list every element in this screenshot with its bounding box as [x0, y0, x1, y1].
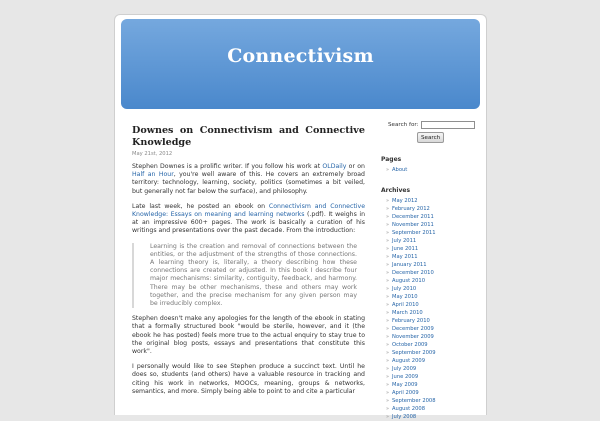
archive-link[interactable]: August 2009: [392, 358, 426, 364]
archive-link[interactable]: July 2011: [392, 238, 417, 244]
blog-title-link[interactable]: Connectivism: [227, 45, 374, 67]
archive-link[interactable]: November 2009: [392, 334, 434, 340]
paragraph-2-text-a: Late last week, he posted an ebook on: [132, 202, 269, 210]
paragraph-1-text-c: , you're well aware of this. He covers an extremely broad territory: technology, learning, society, politics (sometimes a bit veiled, but generally not far below the surface), and philosophy.: [132, 171, 365, 195]
list-item: [387, 365, 477, 373]
list-item: [387, 413, 477, 421]
page-link-about[interactable]: About: [392, 167, 408, 173]
archive-link[interactable]: March 2010: [392, 310, 423, 316]
archive-link[interactable]: August 2008: [392, 406, 426, 412]
paragraph-1: [132, 163, 365, 196]
search-label: Search for:: [388, 122, 419, 128]
list-item: [387, 229, 477, 237]
archive-link[interactable]: September 2008: [392, 398, 436, 404]
archive-link[interactable]: January 2011: [392, 262, 427, 268]
list-item: [387, 261, 477, 269]
archive-link[interactable]: July 2008: [392, 414, 417, 420]
search-form: [381, 121, 477, 129]
list-item: [387, 373, 477, 381]
paragraph-4: I personally would like to see Stephen produce a succinct text. Until he does so, students (and others) have a valuable resource in tracking and citing his work in networks, MOOCs, meaning, groups & networks, semantics, and more. Simply being able to point to and cite a particular: [132, 363, 365, 395]
archive-link[interactable]: December 2009: [392, 326, 434, 332]
search-button[interactable]: Search: [417, 132, 444, 143]
post-date: May 21st, 2012: [132, 151, 173, 157]
list-item: [387, 269, 477, 277]
oldaily-link[interactable]: OLDaily: [322, 163, 347, 170]
archive-link[interactable]: February 2012: [392, 206, 430, 212]
list-item: [387, 381, 477, 389]
post-title[interactable]: Downes on Connectivism and Connective Knowledge: [132, 125, 365, 148]
list-item: [387, 205, 477, 213]
list-item: [387, 301, 477, 309]
paragraph-2-text-b: (.pdf). It weighs in at an impressive 600+ pages. The work is basically a curation of his writings and presentations over the past decade. From the introduction:: [132, 211, 365, 235]
list-item: [387, 333, 477, 341]
list-item: [387, 317, 477, 325]
archive-link[interactable]: February 2010: [392, 318, 430, 324]
archive-link[interactable]: December 2011: [392, 214, 434, 220]
ebook-link[interactable]: Connectivism and Connective Knowledge: Essays on meaning and learning networks: [132, 202, 365, 219]
pages-list: [381, 166, 477, 174]
half-an-hour-link[interactable]: Half an Hour: [132, 171, 174, 179]
list-item: [387, 293, 477, 301]
main-content: [132, 125, 365, 403]
list-item: [387, 397, 477, 405]
list-item: [387, 405, 477, 413]
paragraph-1-text-a: Stephen Downes is a prolific writer. If you follow his work at: [132, 163, 323, 170]
archive-link[interactable]: May 2011: [392, 254, 418, 260]
archive-link[interactable]: October 2009: [392, 342, 428, 348]
list-item: [387, 285, 477, 293]
list-item: [387, 166, 477, 174]
archive-link[interactable]: May 2010: [392, 294, 418, 300]
archive-link[interactable]: June 2009: [392, 374, 419, 380]
list-item: [387, 357, 477, 365]
quote-text: Learning is the creation and removal of connections between the entities, or the adjustment of the strengths of those connections. A learning theory is, literally, a theory describing how these connections are created or adjusted. In this book I describe four major mechanisms: similarity, contiguity, feedback, and harmony. There may be other mechanisms, these and others may work together, and the precise mechanism for any given person may be irreducibly complex.: [150, 242, 357, 308]
archive-link[interactable]: April 2010: [392, 302, 419, 308]
archive-link[interactable]: June 2011: [392, 246, 419, 252]
paragraph-3: Stephen doesn't make any apologies for the length of the ebook in stating that a formally structured book "would be sterile, however, and it (the ebook he has posted) feels more true to the actual enquiry to stay true to the original blog posts, essays and presentations that constitute this work".: [132, 315, 365, 356]
archive-link[interactable]: December 2010: [392, 270, 434, 276]
pages-heading: Pages: [381, 156, 402, 163]
list-item: [387, 213, 477, 221]
archive-link[interactable]: August 2010: [392, 278, 426, 284]
list-item: [387, 245, 477, 253]
list-item: [387, 237, 477, 245]
list-item: [387, 349, 477, 357]
archive-link[interactable]: May 2009: [392, 382, 418, 388]
list-item: [387, 325, 477, 333]
post-entry: [132, 163, 365, 396]
archive-link[interactable]: April 2009: [392, 390, 419, 396]
archives-list: [381, 197, 477, 421]
list-item: [387, 253, 477, 261]
list-item: [387, 197, 477, 205]
archives-heading: Archives: [381, 187, 411, 194]
introduction-quote: [132, 243, 365, 309]
search-input[interactable]: [421, 121, 475, 129]
list-item: [387, 277, 477, 285]
list-item: [387, 221, 477, 229]
archive-link[interactable]: September 2011: [392, 230, 436, 236]
archive-link[interactable]: July 2010: [392, 286, 417, 292]
paragraph-2: [132, 203, 365, 236]
sidebar: [381, 121, 477, 421]
archive-link[interactable]: May 2012: [392, 198, 418, 204]
archive-link[interactable]: September 2009: [392, 350, 436, 356]
archive-link[interactable]: November 2011: [392, 222, 434, 228]
list-item: [387, 389, 477, 397]
paragraph-1-text-b: or on: [346, 163, 365, 170]
list-item: [387, 309, 477, 317]
archive-link[interactable]: July 2009: [392, 366, 417, 372]
list-item: [387, 341, 477, 349]
blog-header: [121, 19, 480, 109]
